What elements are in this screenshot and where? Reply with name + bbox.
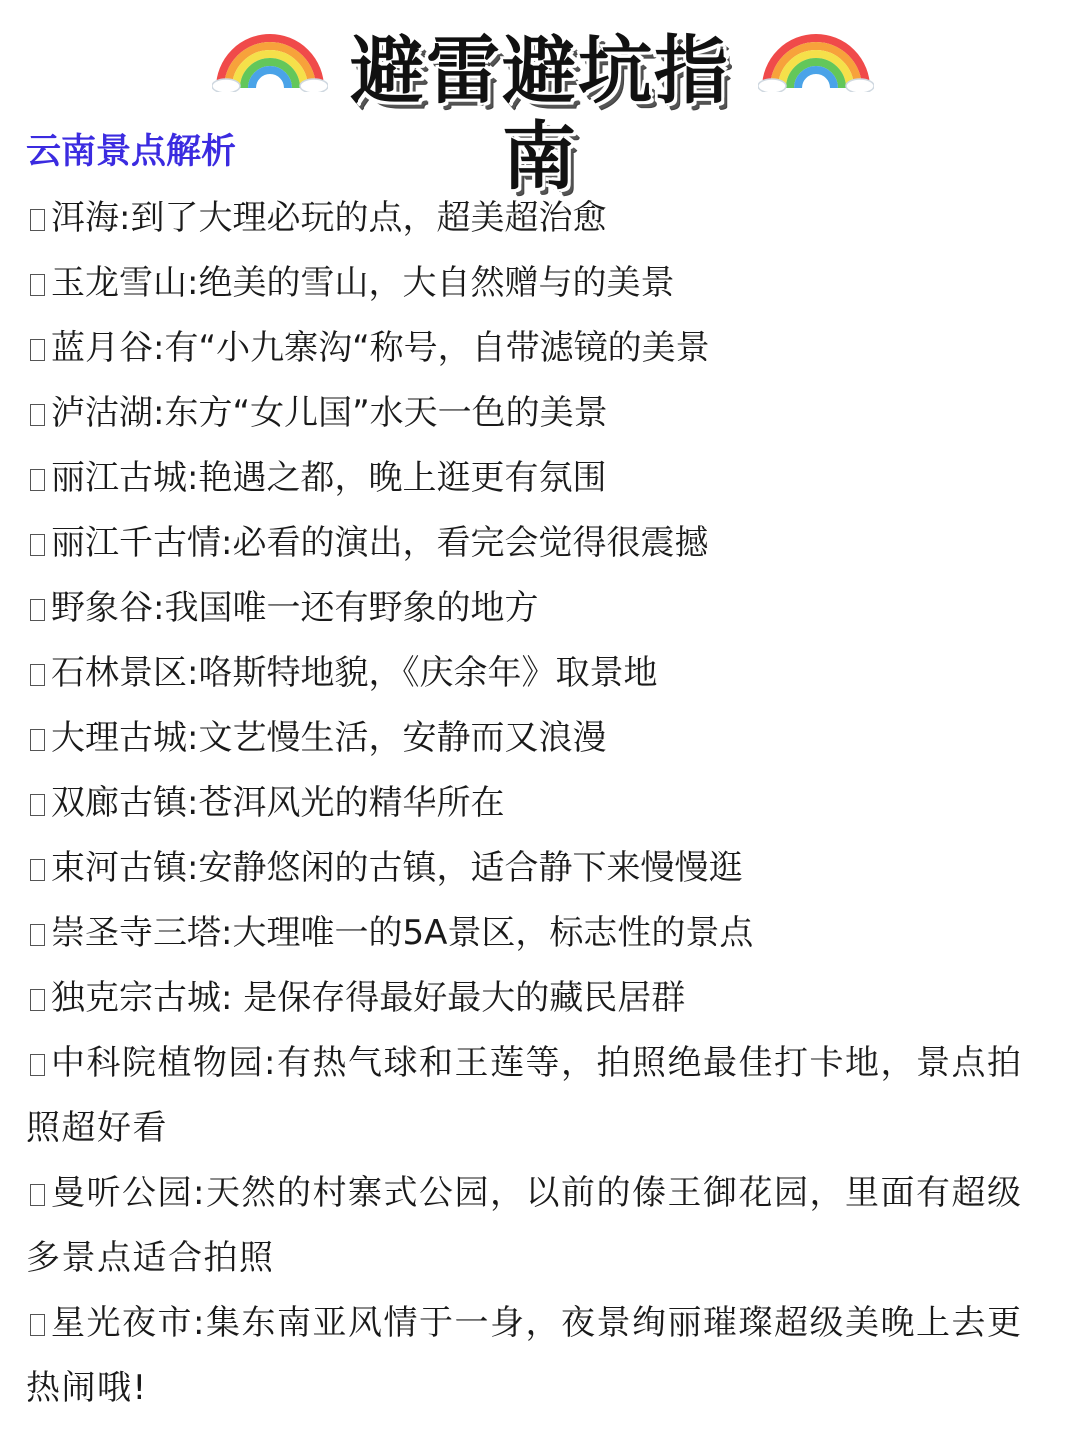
checkbox-icon xyxy=(30,729,45,751)
checkbox-icon xyxy=(30,859,45,881)
checkbox-icon xyxy=(30,924,45,946)
list-item xyxy=(26,1291,1056,1421)
checkbox-icon xyxy=(30,599,45,621)
list-item xyxy=(26,901,1056,966)
list-item-text: 曼听公园:天然的村寨式公园，以前的傣王御花园，里面有超级多景点适合拍照 xyxy=(26,1173,1023,1278)
list-item xyxy=(26,576,1056,641)
attraction-list xyxy=(26,186,1056,1421)
checkbox-icon xyxy=(30,794,45,816)
checkbox-icon xyxy=(30,469,45,491)
list-item xyxy=(26,836,1056,901)
checkbox-icon xyxy=(30,1184,45,1206)
list-item-text: 独克宗古城: 是保存得最好最大的藏民居群 xyxy=(51,978,686,1018)
list-item xyxy=(26,186,1056,251)
checkbox-icon xyxy=(30,404,45,426)
section-subtitle: 云南景点解析 xyxy=(26,132,237,172)
list-item xyxy=(26,706,1056,771)
list-item-text: 蓝月谷:有“小九寨沟“称号，自带滤镜的美景 xyxy=(51,328,710,368)
list-item xyxy=(26,1161,1056,1291)
list-item xyxy=(26,446,1056,511)
list-item-text: 丽江千古情:必看的演出，看完会觉得很震撼 xyxy=(51,523,709,563)
checkbox-icon xyxy=(30,209,45,231)
list-item-text: 星光夜市:集东南亚风情于一身，夜景绚丽璀璨超级美晚上去更热闹哦! xyxy=(26,1303,1023,1408)
list-item xyxy=(26,251,1056,316)
checkbox-icon xyxy=(30,274,45,296)
list-item-text: 大理古城:文艺慢生活，安静而又浪漫 xyxy=(51,718,607,758)
list-item xyxy=(26,511,1056,576)
list-item xyxy=(26,381,1056,446)
list-item-text: 石林景区:咯斯特地貌，《庆余年》取景地 xyxy=(51,653,658,693)
checkbox-icon xyxy=(30,989,45,1011)
list-item-text: 丽江古城:艳遇之都，晚上逛更有氛围 xyxy=(51,458,607,498)
checkbox-icon xyxy=(30,534,45,556)
rainbow-icon xyxy=(212,30,328,92)
list-item-text: 崇圣寺三塔:大理唯一的5A景区，标志性的景点 xyxy=(51,913,754,953)
list-item xyxy=(26,316,1056,381)
list-item-text: 双廊古镇:苍洱风光的精华所在 xyxy=(51,783,505,823)
list-item-text: 泸沽湖:东方“女儿国”水天一色的美景 xyxy=(51,393,608,433)
checkbox-icon xyxy=(30,1314,45,1336)
checkbox-icon xyxy=(30,664,45,686)
checkbox-icon xyxy=(30,1054,45,1076)
list-item-text: 中科院植物园:有热气球和王莲等，拍照绝最佳打卡地，景点拍照超好看 xyxy=(26,1043,1023,1148)
checkbox-icon xyxy=(30,339,45,361)
list-item xyxy=(26,641,1056,706)
rainbow-icon xyxy=(758,30,874,92)
list-item-text: 束河古镇:安静悠闲的古镇，适合静下来慢慢逛 xyxy=(51,848,743,888)
list-item-text: 洱海:到了大理必玩的点，超美超治愈 xyxy=(51,198,607,238)
list-item xyxy=(26,1031,1056,1161)
list-item-text: 野象谷:我国唯一还有野象的地方 xyxy=(51,588,539,628)
list-item-text: 玉龙雪山:绝美的雪山，大自然赠与的美景 xyxy=(51,263,675,303)
list-item xyxy=(26,771,1056,836)
list-item xyxy=(26,966,1056,1031)
page-title: 避雷避坑指南 xyxy=(350,28,730,200)
